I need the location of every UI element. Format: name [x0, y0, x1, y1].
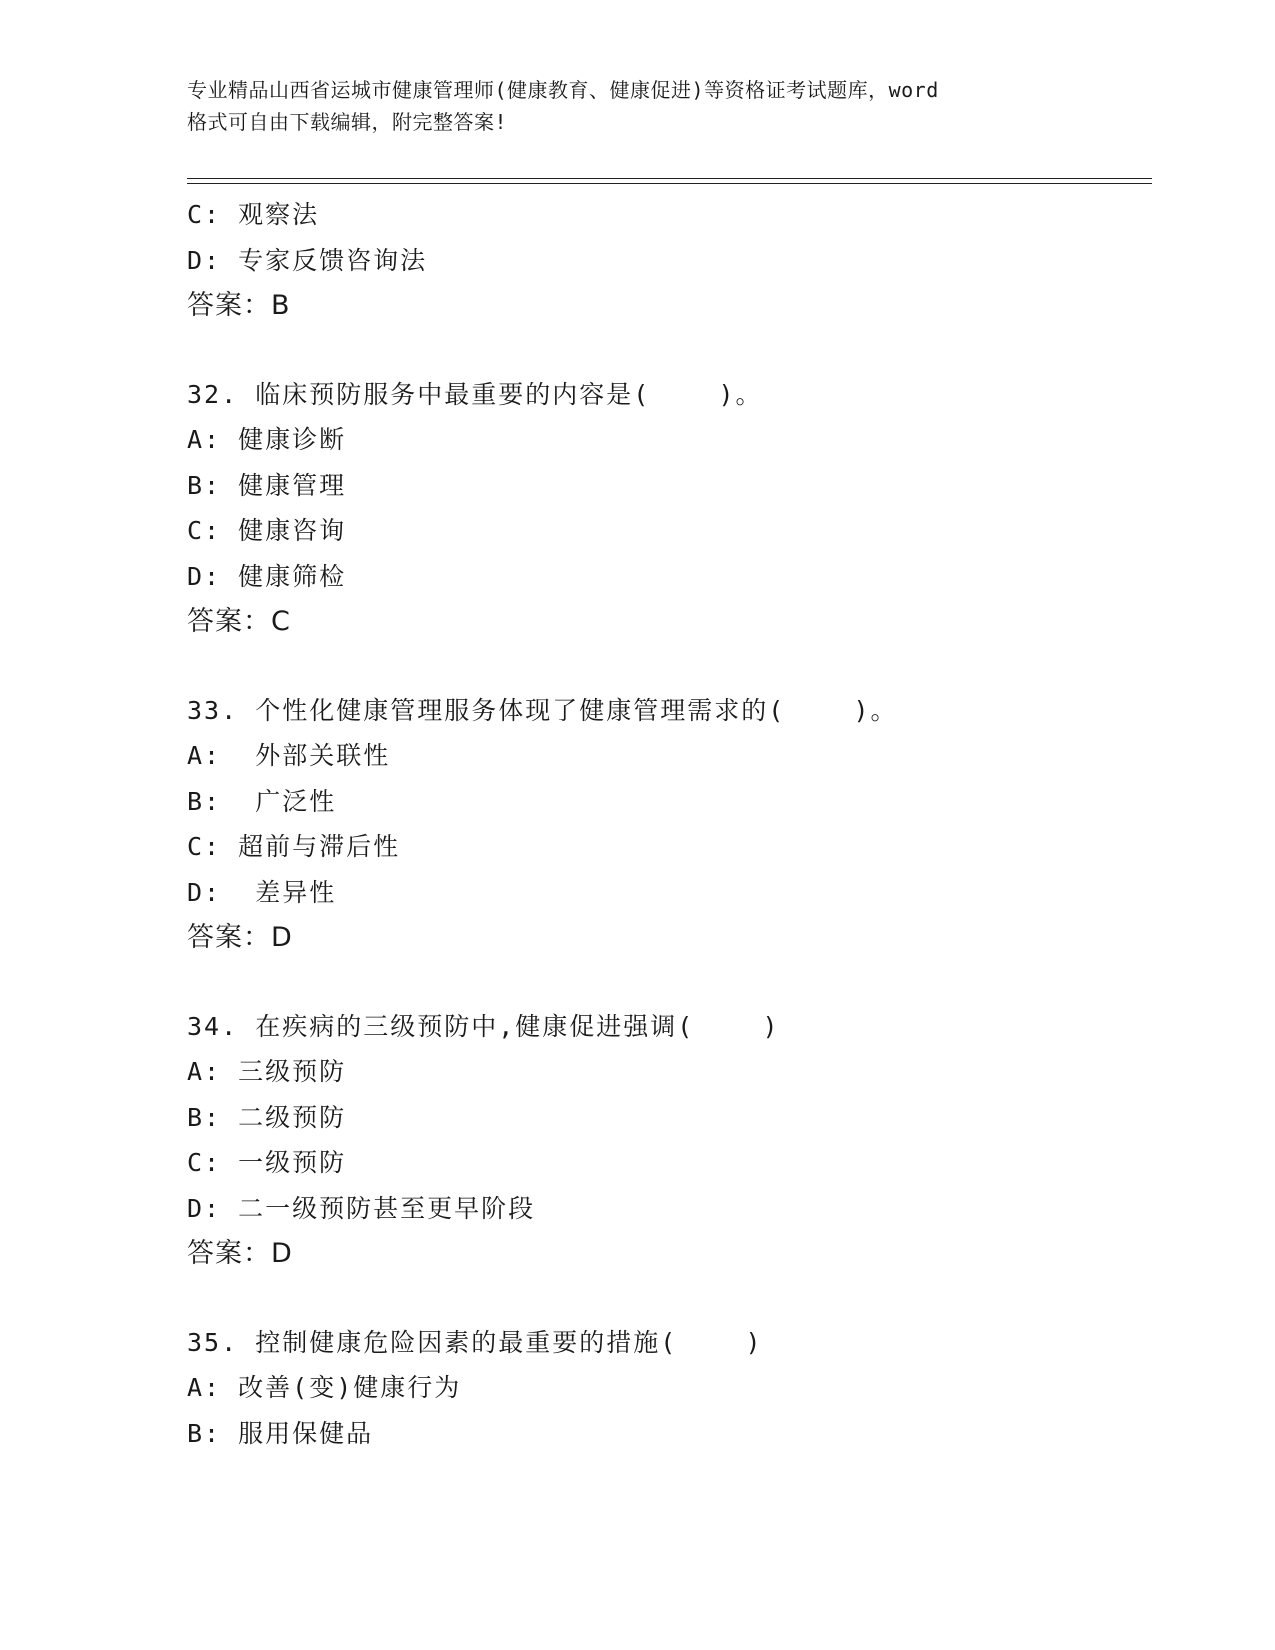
question-stem: 33. 个性化健康管理服务体现了健康管理需求的( )。: [187, 695, 898, 725]
page-header: [187, 74, 1087, 138]
option-c: C: 超前与滞后性: [187, 832, 401, 861]
spacer: [187, 1277, 1147, 1320]
option-c: C: 健康咨询: [187, 516, 347, 545]
option-a: A: 三级预防: [187, 1057, 347, 1086]
answer-line: 答案：B: [187, 290, 291, 321]
option-a: A: 外部关联性: [187, 741, 391, 770]
spacer: [187, 961, 1147, 1004]
question-list: [187, 192, 1147, 1456]
option-a: A: 改善(变)健康行为: [187, 1373, 462, 1402]
answer-line: 答案：C: [187, 606, 291, 637]
spacer: [187, 329, 1147, 372]
question-block: [187, 372, 1147, 645]
option-b: B: 二级预防: [187, 1102, 347, 1132]
question-stem: 32. 临床预防服务中最重要的内容是( )。: [187, 379, 763, 409]
header-divider: [187, 178, 1152, 184]
option-c: C: 一级预防: [187, 1148, 347, 1177]
option-b: B: 服用保健品: [187, 1418, 374, 1448]
answer-line: 答案：D: [187, 922, 293, 953]
option-b: B: 健康管理: [187, 470, 347, 500]
option-a: A: 健康诊断: [187, 425, 347, 454]
answer-line: 答案：D: [187, 1238, 293, 1269]
header-line-1: 专业精品山西省运城市健康管理师(健康教育、健康促进)等资格证考试题库，word: [187, 78, 939, 102]
option-d: D: 二一级预防甚至更早阶段: [187, 1193, 536, 1223]
spacer: [187, 645, 1147, 688]
option-d: D: 专家反馈咨询法: [187, 245, 428, 275]
option-b: B: 广泛性: [187, 786, 337, 816]
question-block: [187, 1004, 1147, 1277]
option-c: C: 观察法: [187, 200, 320, 229]
question-stem: 35. 控制健康危险因素的最重要的措施( ): [187, 1327, 763, 1357]
question-block: [187, 688, 1147, 961]
question-block: [187, 1320, 1147, 1457]
option-d: D: 差异性: [187, 877, 337, 907]
header-line-2: 格式可自由下载编辑，附完整答案!: [187, 110, 508, 134]
option-d: D: 健康筛检: [187, 561, 347, 591]
question-stem: 34. 在疾病的三级预防中,健康促进强调( ): [187, 1011, 780, 1041]
